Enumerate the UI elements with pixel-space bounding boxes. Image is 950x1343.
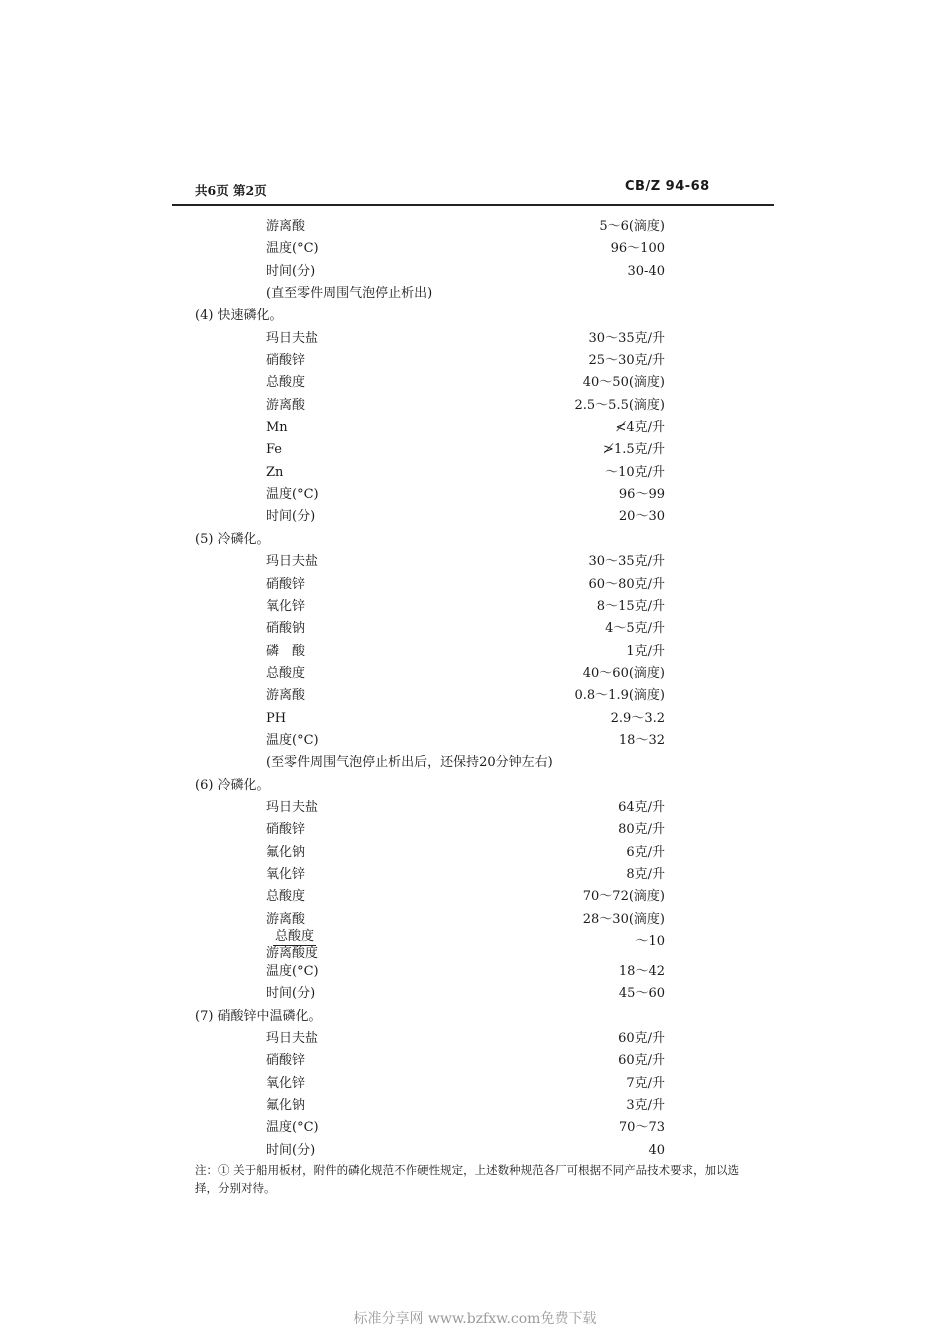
spec-value: 40～60(滴度) <box>582 665 665 681</box>
spec-row <box>195 730 695 752</box>
section-title: (4) 快速磷化。 <box>195 308 283 324</box>
spec-row <box>195 983 695 1005</box>
page-header <box>195 179 773 201</box>
spec-row <box>195 551 695 573</box>
spec-value: 40 <box>648 1142 665 1158</box>
spec-value: 8～15克/升 <box>596 598 665 614</box>
spec-row <box>195 596 695 618</box>
spec-row <box>195 1050 695 1072</box>
spec-label: 硝酸钠 <box>266 621 306 637</box>
section-heading <box>195 775 695 797</box>
spec-label: 温度(°C) <box>266 964 319 979</box>
section-title: (5) 冷磷化。 <box>195 531 270 547</box>
spec-value: ≯1.5克/升 <box>603 442 665 458</box>
spec-label: Fe <box>266 442 283 458</box>
spec-value: 60克/升 <box>618 1053 665 1069</box>
spec-row <box>195 909 695 931</box>
spec-label: 时间(分) <box>266 986 316 1002</box>
page-info: 共6页 第2页 <box>195 183 267 198</box>
ratio-row <box>195 931 695 961</box>
spec-value: 70～73 <box>618 1120 665 1136</box>
spec-row <box>195 238 695 260</box>
spec-row <box>195 797 695 819</box>
spec-label: 硝酸锌 <box>266 1053 306 1069</box>
spec-value: 0.8～1.9(滴度) <box>574 688 665 704</box>
spec-value: 45～60 <box>618 986 665 1002</box>
spec-value: 2.9～3.2 <box>610 710 665 726</box>
spec-row <box>195 842 695 864</box>
spec-row <box>195 864 695 886</box>
spec-label: 时间(分) <box>266 263 316 279</box>
spec-row <box>195 663 695 685</box>
spec-row <box>195 574 695 596</box>
spec-value: 80克/升 <box>618 822 665 838</box>
spec-value: 30～35克/升 <box>588 554 665 570</box>
spec-row <box>195 886 695 908</box>
footnote-line-1: 注：① 关于船用板材，附件的磷化规范不作硬性规定，上述数种规范各厂可根据不同产品技术要求，加以选 <box>195 1163 740 1177</box>
spec-label: 温度(°C) <box>266 241 319 257</box>
spec-value: 18～42 <box>618 964 665 979</box>
spec-value: ～10克/升 <box>605 464 665 480</box>
spec-value: 40～50(滴度) <box>582 375 665 391</box>
spec-list <box>195 216 695 1162</box>
spec-label: 温度(°C) <box>266 732 319 748</box>
section-title: (6) 冷磷化。 <box>195 777 270 793</box>
spec-value: 30-40 <box>627 263 665 279</box>
spec-row <box>195 439 695 461</box>
ratio-value: ～10 <box>635 934 665 949</box>
spec-row <box>195 1028 695 1050</box>
spec-row <box>195 506 695 528</box>
spec-value: 7克/升 <box>626 1075 665 1091</box>
spec-label: 硝酸锌 <box>266 353 306 369</box>
spec-label: 时间(分) <box>266 1142 316 1158</box>
spec-value: 60～80克/升 <box>588 576 665 592</box>
spec-row <box>195 372 695 394</box>
spec-row <box>195 216 695 238</box>
spec-value: 1克/升 <box>626 643 665 659</box>
spec-label: 温度(°C) <box>266 1120 319 1136</box>
header-rule <box>172 204 774 206</box>
spec-row <box>195 1117 695 1139</box>
spec-value: 64克/升 <box>618 799 665 815</box>
spec-row <box>195 618 695 640</box>
spec-value: 70～72(滴度) <box>582 889 665 905</box>
spec-label: (至零件周围气泡停止析出后，还保持20分钟左右) <box>266 755 553 771</box>
spec-value: 20～30 <box>618 509 665 525</box>
footnote-line-2: 择，分别对待。 <box>195 1181 276 1195</box>
spec-label: 游离酸 <box>266 397 306 413</box>
ratio-numerator: 总酸度 <box>275 929 315 944</box>
spec-value: 8克/升 <box>626 866 665 882</box>
spec-label: 磷 酸 <box>266 643 306 659</box>
process-note <box>195 283 695 305</box>
spec-row <box>195 462 695 484</box>
spec-row <box>195 685 695 707</box>
spec-value: 2.5～5.5(滴度) <box>574 397 665 413</box>
process-note <box>195 752 695 774</box>
spec-value: ≮4克/升 <box>615 420 665 436</box>
spec-row <box>195 1095 695 1117</box>
spec-row <box>195 417 695 439</box>
spec-value: 18～32 <box>618 732 665 748</box>
spec-row <box>195 708 695 730</box>
spec-value: 4～5克/升 <box>605 621 665 637</box>
spec-label: 玛日夫盐 <box>266 330 319 346</box>
spec-row <box>195 641 695 663</box>
spec-row <box>195 961 695 983</box>
spec-label: 游离酸 <box>266 219 306 234</box>
spec-value: 25～30克/升 <box>588 353 665 369</box>
spec-label: PH <box>266 710 287 726</box>
spec-label: 总酸度 <box>266 889 306 905</box>
spec-label: 氧化锌 <box>266 1075 306 1091</box>
spec-row <box>195 819 695 841</box>
spec-row <box>195 1140 695 1162</box>
spec-label: 玛日夫盐 <box>266 799 319 815</box>
watermark: 标准分享网 www.bzfxw.com免费下载 <box>353 1311 597 1327</box>
spec-label: Mn <box>266 420 288 436</box>
spec-row <box>195 350 695 372</box>
section-heading <box>195 529 695 551</box>
spec-value: 30～35克/升 <box>588 330 665 346</box>
spec-row <box>195 484 695 506</box>
section-heading <box>195 305 695 327</box>
spec-label: 游离酸 <box>266 911 306 927</box>
spec-label: (直至零件周围气泡停止析出) <box>266 286 433 302</box>
spec-label: 总酸度 <box>266 665 306 681</box>
spec-label: 温度(°C) <box>266 487 319 503</box>
spec-value: 6克/升 <box>626 844 665 860</box>
ratio-denominator: 游离酸度 <box>266 946 319 961</box>
spec-value: 5～6(滴度) <box>599 219 665 234</box>
spec-label: 氧化锌 <box>266 866 306 882</box>
spec-label: 氧化锌 <box>266 598 306 614</box>
spec-value: 96～99 <box>618 487 665 503</box>
section-heading <box>195 1006 695 1028</box>
spec-row <box>195 328 695 350</box>
spec-row <box>195 395 695 417</box>
spec-label: 玛日夫盐 <box>266 1031 319 1047</box>
document-number: CB/Z 94-68 <box>625 179 710 194</box>
footnote <box>195 1161 775 1197</box>
spec-label: 玛日夫盐 <box>266 554 319 570</box>
spec-row <box>195 1073 695 1095</box>
spec-label: 硝酸锌 <box>266 576 306 592</box>
spec-label: 总酸度 <box>266 375 306 391</box>
spec-label: 游离酸 <box>266 688 306 704</box>
section-title: (7) 硝酸锌中温磷化。 <box>195 1008 322 1024</box>
spec-row <box>195 261 695 283</box>
spec-value: 28～30(滴度) <box>582 911 665 927</box>
spec-value: 60克/升 <box>618 1031 665 1047</box>
spec-value: 96～100 <box>610 241 665 257</box>
spec-label: 时间(分) <box>266 509 316 525</box>
spec-label: 氟化钠 <box>266 844 306 860</box>
spec-label: 氟化钠 <box>266 1098 306 1114</box>
spec-label: Zn <box>266 464 284 480</box>
spec-label: 硝酸锌 <box>266 822 306 838</box>
spec-value: 3克/升 <box>626 1098 665 1114</box>
